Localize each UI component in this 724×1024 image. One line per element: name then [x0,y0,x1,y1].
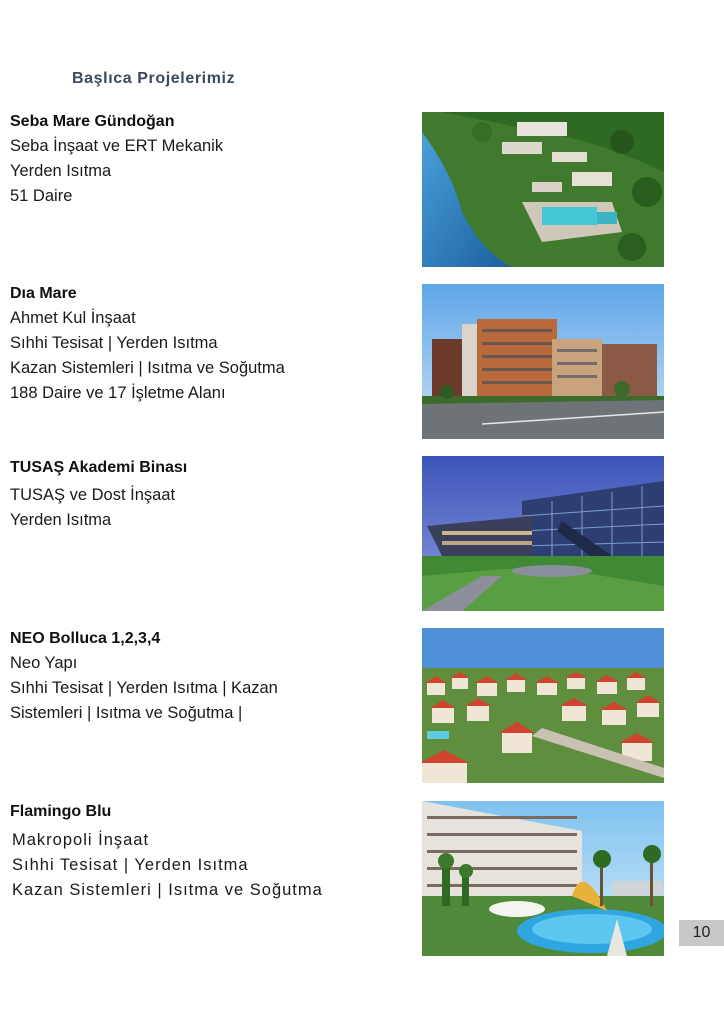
project-dia-mare [10,282,410,406]
project-size: 188 Daire ve 17 İşletme Alanı [10,384,226,402]
project-contractor: Makropoli İnşaat [12,831,150,849]
project-name: Seba Mare Gündoğan [10,113,175,130]
project-flamingo-blu [10,800,410,903]
project-scope-2: Kazan Sistemleri | Isıtma ve Soğutma [10,359,285,377]
project-photo-seba-mare [422,112,664,267]
project-scope: Yerden Isıtma [10,162,112,180]
project-name: TUSAŞ Akademi Binası [10,459,188,476]
project-contractor: TUSAŞ ve Dost İnşaat [10,486,176,504]
project-photo-flamingo-blu [422,801,664,956]
project-name: NEO Bolluca 1,2,3,4 [10,630,161,647]
project-name: Flamingo Blu [10,803,112,820]
project-tusas [10,456,410,533]
project-contractor: Ahmet Kul İnşaat [10,309,136,327]
project-contractor: Seba İnşaat ve ERT Mekanik [10,137,224,155]
page-number: 10 [679,920,724,946]
project-photo-neo-bolluca [422,628,664,783]
project-scope-2: Kazan Sistemleri | Isıtma ve Soğutma [12,881,323,899]
project-scope: Sıhhi Tesisat | Yerden Isıtma | Kazan [10,679,278,697]
project-contractor: Neo Yapı [10,654,78,672]
project-scope: Sıhhi Tesisat | Yerden Isıtma [12,856,249,874]
project-photo-dia-mare [422,284,664,439]
project-scope-2: Sistemleri | Isıtma ve Soğutma | [10,704,243,722]
project-scope: Yerden Isıtma [10,511,112,529]
project-neo-bolluca [10,627,410,726]
project-photo-tusas [422,456,664,611]
project-scope: Sıhhi Tesisat | Yerden Isıtma [10,334,218,352]
project-seba-mare [10,110,410,209]
section-title: Başlıca Projelerimiz [72,70,236,87]
project-size: 51 Daire [10,187,73,205]
project-name: Dıa Mare [10,285,77,302]
